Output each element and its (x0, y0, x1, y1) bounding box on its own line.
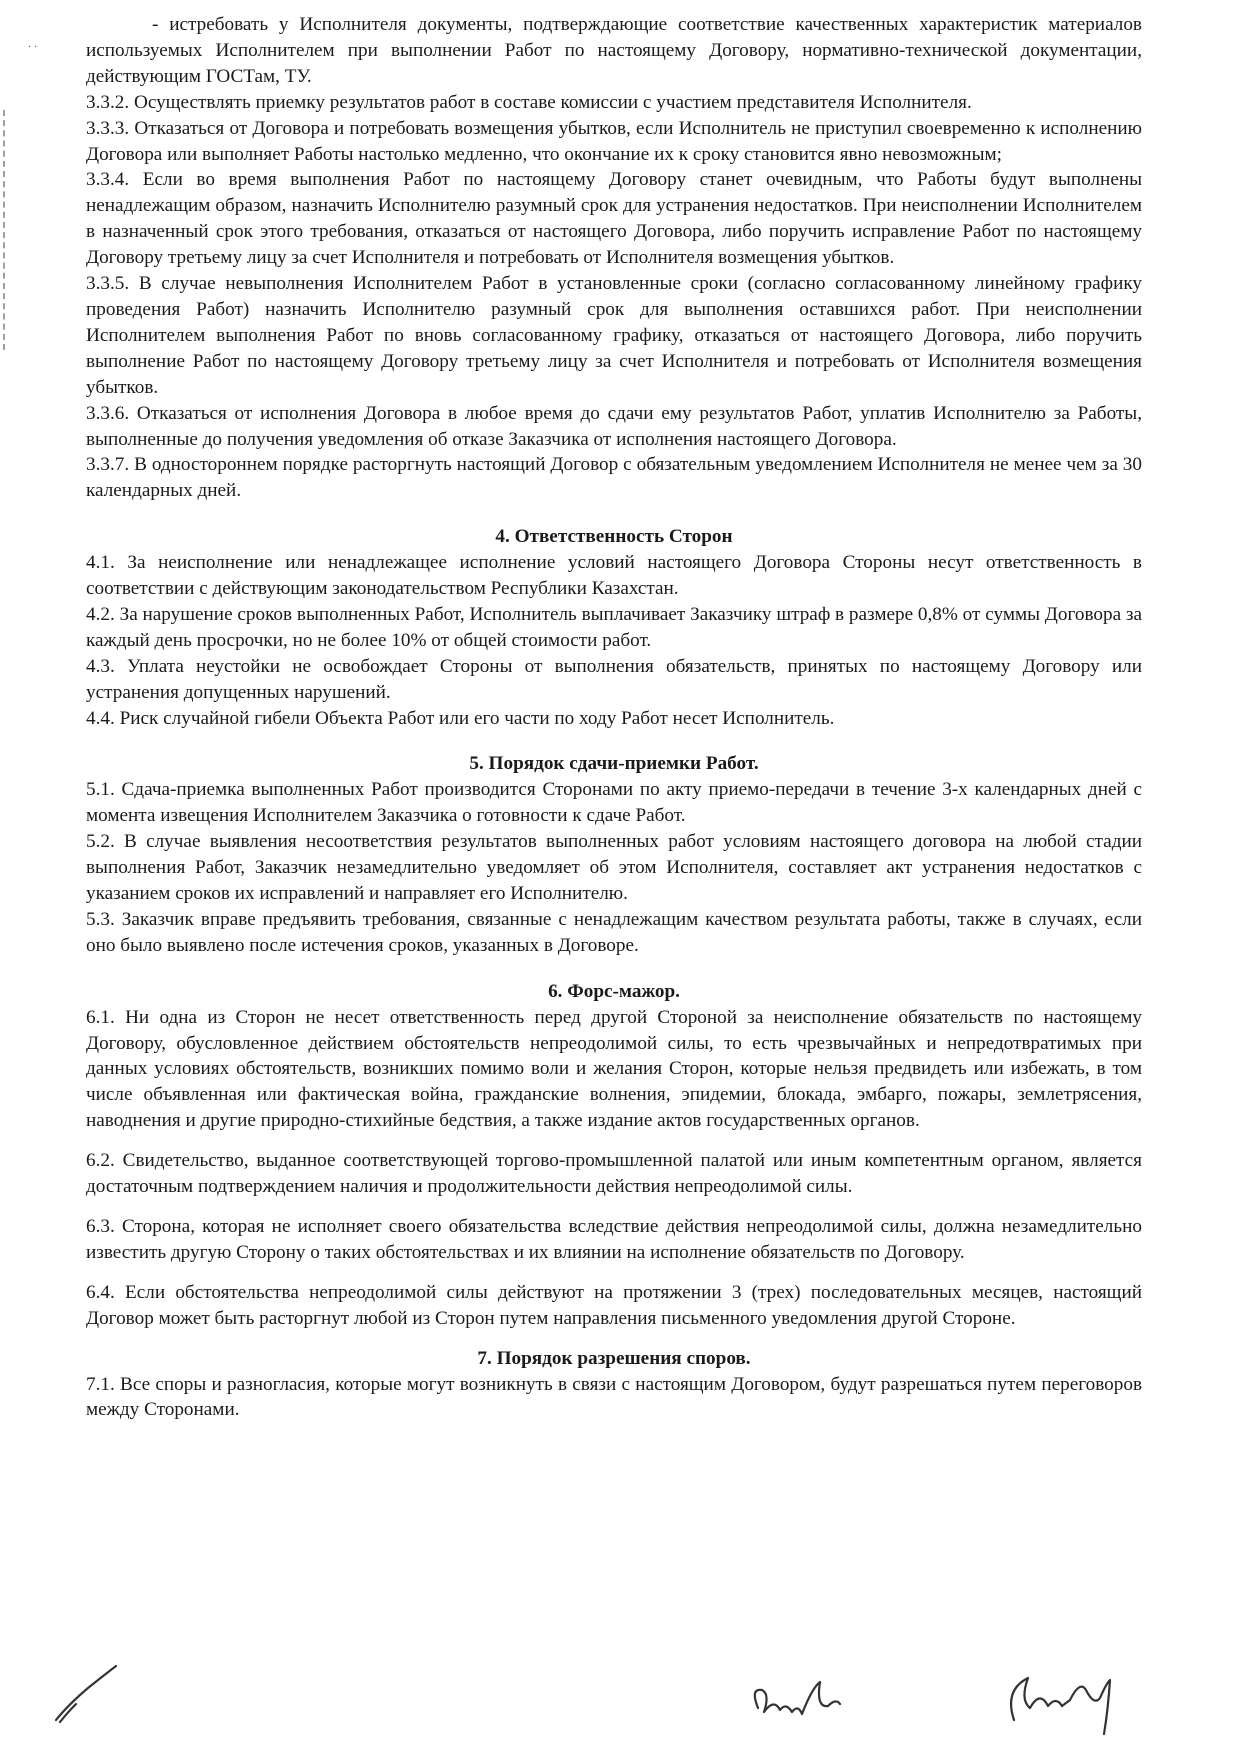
section-6-heading: 6. Форс-мажор. (548, 980, 680, 1002)
clause-4-1: 4.1. За неисполнение или ненадлежащее исполнение условий настоящего Договора Стороны несут ответственность в соответствии с действующим законодательством Республики Казахстан. (86, 552, 1142, 600)
clause-6-3: 6.3. Сторона, которая не исполняет своего обязательства вследствие действия непреодолимой силы, должна незамедлительно известить другую Сторону о таких обстоятельствах и их влиянии на исполнение обязательств по Договору. (86, 1215, 1142, 1263)
clause-6-1: 6.1. Ни одна из Сторон не несет ответственность перед другой Стороной за неисполнение обязательств по настоящему Договору, обусловленное действием обстоятельств непреодолимой силы, то есть чрезвычайных и непредотвратимых при данных условиях обстоятельств, возникших помимо воли и желания Сторон, которые нельзя предвидеть или избежать, в том числе объявленная или фактическая война, гражданские волнения, эпидемии, блокада, эмбарго, пожары, землетрясения, наводнения и другие природно-стихийные бедствия, а также издание актов государственных органов. (86, 1006, 1142, 1132)
clause-7-1: 7.1. Все споры и разногласия, которые могут возникнуть в связи с настоящим Договором, будут разрешаться путем переговоров между Сторонами. (86, 1373, 1142, 1421)
clause-5-1: 5.1. Сдача-приемка выполненных Работ производится Сторонами по акту приемо-передачи в течение 3-х календарных дней с момента извещения Исполнителем Заказчика о готовности к сдаче Работ. (86, 779, 1142, 827)
clause-3-3-5: 3.3.5. В случае невыполнения Исполнителем Работ в установленные сроки (согласно согласованному линейному графику проведения Работ) назначить Исполнителю разумный срок для выполнения оставшихся работ. При неисполнении Исполнителем выполнения Работ по вновь согласованному графику, отказаться от настоящего Договора, либо поручить выполнение Работ по настоящему Договору третьему лицу за счет Исполнителя и потребовать от Исполнителя возмещения убытков. (86, 273, 1142, 398)
clause-3-3-2: 3.3.2. Осуществлять приемку результатов работ в составе комиссии с участием представителя Исполнителя. (86, 91, 972, 113)
clause-5-2: 5.2. В случае выявления несоответствия результатов выполненных работ условиям настоящего договора на любой стадии выполнения Работ, Заказчик незамедлительно уведомляет об этом Исполнителя, составляет акт устранения недостатков с указанием сроков их исправлений и направляет его Исполнителю. (86, 831, 1142, 904)
clause-4-3: 4.3. Уплата неустойки не освобождает Стороны от выполнения обязательств, принятых по настоящему Договору или устранения допущенных нарушений. (86, 655, 1142, 703)
signature-left (48, 1660, 128, 1730)
scan-artifact-dots: . . (28, 36, 37, 50)
clause-3-3-4: 3.3.4. Если во время выполнения Работ по настоящему Договору станет очевидным, что Работы будут выполнены ненадлежащим образом, назначить Исполнителю разумный срок для устранения недостатков. При неисполнении Исполнителем в назначенный срок этого требования, отказаться от настоящего Договора, либо поручить исправление Работ по настоящему Договору третьему лицу за счет Исполнителя и потребовать от Исполнителя возмещения убытков. (86, 169, 1142, 269)
clause-4-4: 4.4. Риск случайной гибели Объекта Работ или его части по ходу Работ несет Исполнитель. (86, 707, 835, 729)
section-4-heading: 4. Ответственность Сторон (495, 526, 733, 548)
section-7-heading: 7. Порядок разрешения споров. (477, 1347, 751, 1369)
clause-3-3-3: 3.3.3. Отказаться от Договора и потребовать возмещения убытков, если Исполнитель не приступил своевременно к исполнению Договора или выполняет Работы настолько медленно, что окончание их к сроку становится явно невозможным; (86, 117, 1142, 165)
signature-right (1000, 1660, 1130, 1740)
clause-3-3-6: 3.3.6. Отказаться от исполнения Договора в любое время до сдачи ему результатов Работ, уплатив Исполнителю за Работы, выполненные до получения уведомления об отказе Заказчика от исполнения настоящего Договора. (86, 402, 1142, 450)
section-5-heading: 5. Порядок сдачи-приемки Работ. (469, 753, 759, 775)
clause-3-3-7: 3.3.7. В одностороннем порядке расторгнуть настоящий Договор с обязательным уведомлением Исполнителя не менее чем за 30 календарных дней. (86, 454, 1142, 502)
document-page (86, 12, 1142, 1423)
clause-4-2: 4.2. За нарушение сроков выполненных Работ, Исполнитель выплачивает Заказчику штраф в размере 0,8% от суммы Договора за каждый день просрочки, но не более 10% от общей стоимости работ. (86, 603, 1142, 651)
signature-middle (740, 1668, 860, 1738)
clause-6-2: 6.2. Свидетельство, выданное соответствующей торгово-промышленной палатой или иным компетентным органом, является достаточным подтверждением наличия и продолжительности действия непреодолимой силы. (86, 1150, 1142, 1198)
scan-edge-artifact (3, 110, 8, 350)
clause-5-3: 5.3. Заказчик вправе предъявить требования, связанные с ненадлежащим качеством результата работы, также в случаях, если оно было выявлено после истечения сроков, указанных в Договоре. (86, 908, 1142, 956)
paragraph-demand-documents: - истребовать у Исполнителя документы, подтверждающие соответствие качественных характеристик материалов используемых Исполнителем при выполнении Работ по настоящему Договору, нормативно-технической документации, действующим ГОСТам, ТУ. (86, 14, 1142, 87)
clause-6-4: 6.4. Если обстоятельства непреодолимой силы действуют на протяжении 3 (трех) последовательных месяцев, настоящий Договор может быть расторгнут любой из Сторон путем направления письменного уведомления другой Стороне. (86, 1281, 1142, 1329)
